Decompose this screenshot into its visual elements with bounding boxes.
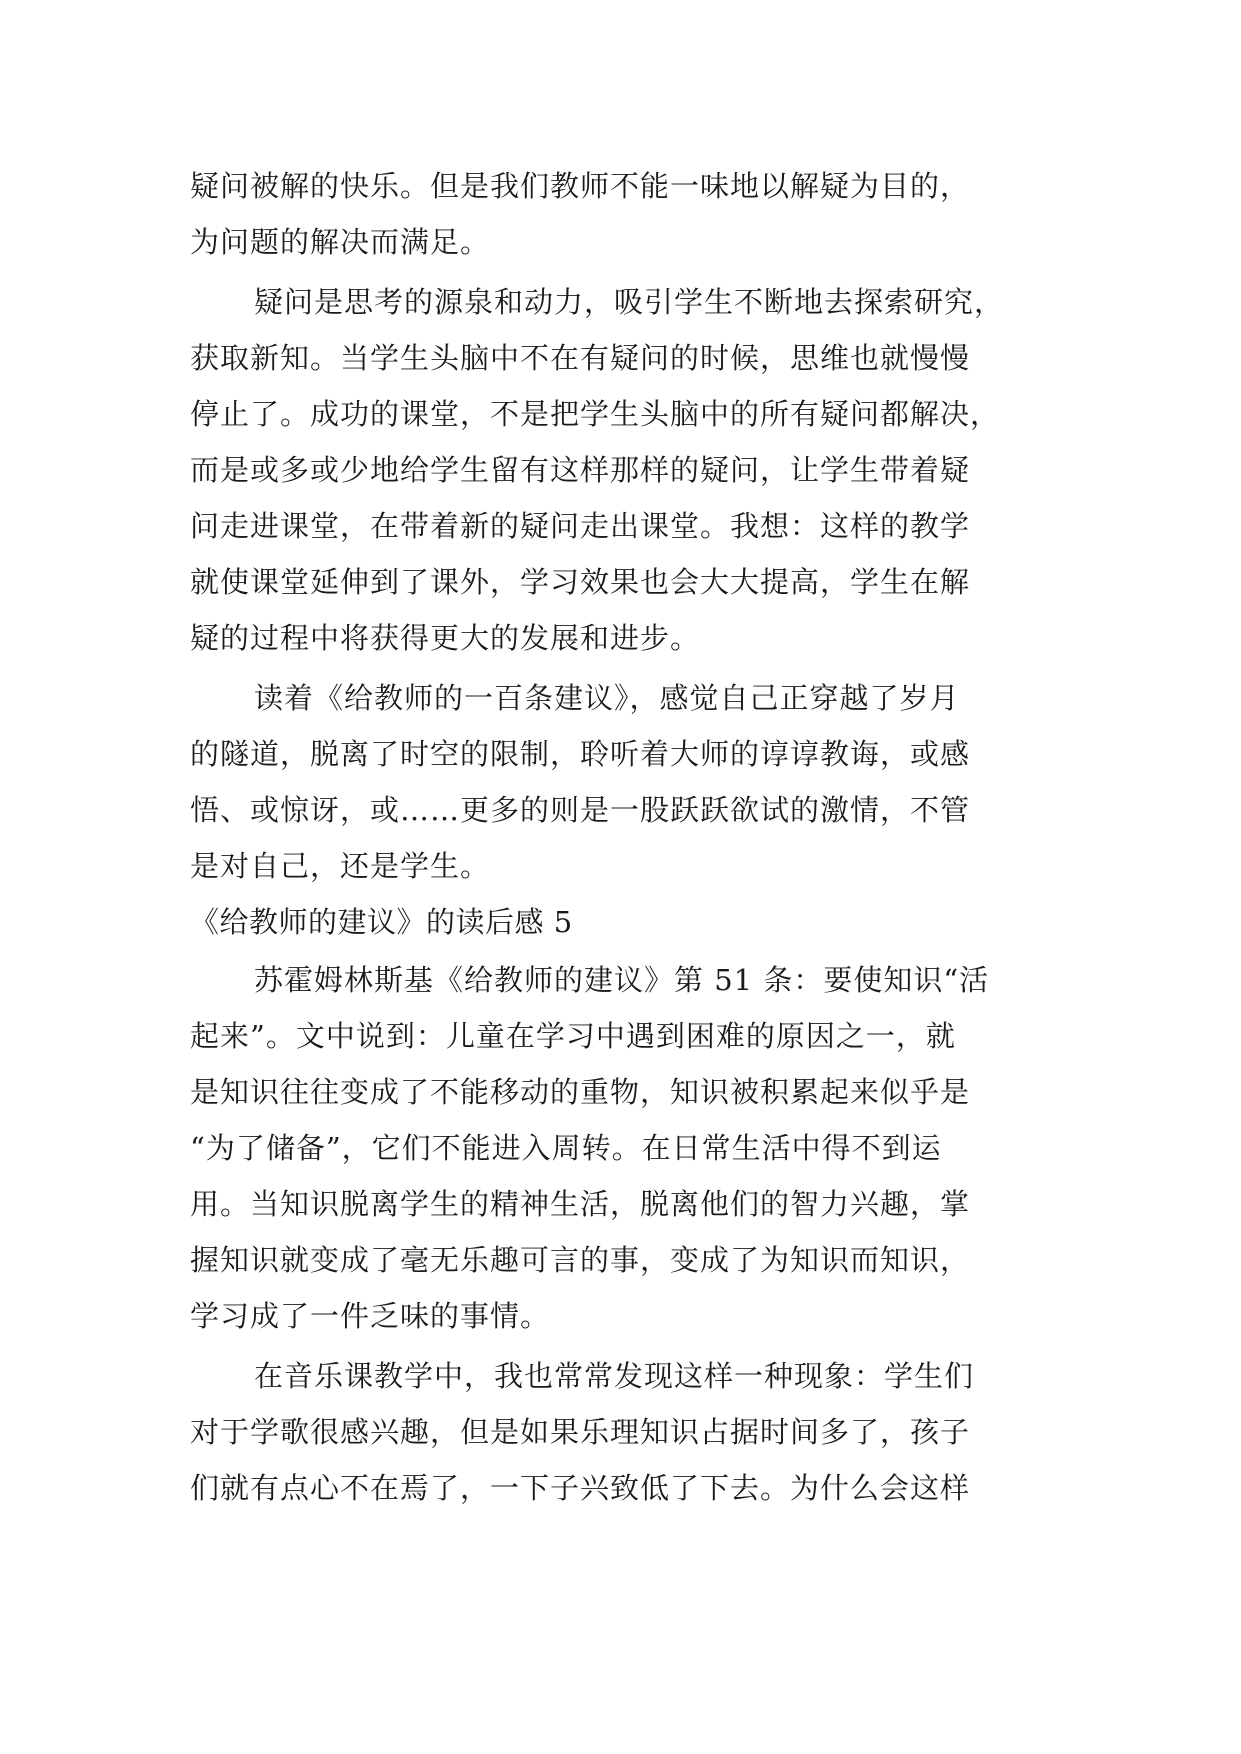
text-line: 握知识就变成了毫无乐趣可言的事，变成了为知识而知识， [190,1243,971,1277]
text-line: 们就有点心不在焉了，一下子兴致低了下去。为什么会这样 [190,1471,971,1505]
paragraph-first-line: 在音乐课教学中，我也常常发现这样一种现象：学生们 [254,1359,975,1393]
text-line: 用。当知识脱离学生的精神生活，脱离他们的智力兴趣，掌 [190,1187,971,1221]
text-line: 疑的过程中将获得更大的发展和进步。 [190,621,701,655]
text-line: 就使课堂延伸到了课外，学习效果也会大大提高，学生在解 [190,565,971,599]
text-line: 悟、或惊讶，或……更多的则是一股跃跃欲试的激情，不管 [190,793,971,827]
text-line: 为问题的解决而满足。 [190,225,491,259]
text-line: 获取新知。当学生头脑中不在有疑问的时候，思维也就慢慢 [190,341,971,375]
text-line: 学习成了一件乏味的事情。 [190,1299,551,1333]
text-line: 疑问被解的快乐。但是我们教师不能一味地以解疑为目的， [190,169,971,203]
paragraph-first-line: 苏霍姆林斯基《给教师的建议》第 51 条：要使知识“活 [254,963,990,997]
section-heading: 《给教师的建议》的读后感 5 [190,905,573,939]
text-line: 问走进课堂，在带着新的疑问走出课堂。我想：这样的教学 [190,509,971,543]
text-line: 停止了。成功的课堂，不是把学生头脑中的所有疑问都解决， [190,397,1001,431]
paragraph-first-line: 疑问是思考的源泉和动力，吸引学生不断地去探索研究， [254,285,1005,319]
text-line: 的隧道，脱离了时空的限制，聆听着大师的谆谆教诲，或感 [190,737,971,771]
paragraph-first-line: 读着《给教师的一百条建议》，感觉自己正穿越了岁月 [254,681,960,715]
text-line: 对于学歌很感兴趣，但是如果乐理知识占据时间多了，孩子 [190,1415,971,1449]
text-line: 起来”。文中说到：儿童在学习中遇到困难的原因之一，就 [190,1019,956,1053]
text-line: 而是或多或少地给学生留有这样那样的疑问，让学生带着疑 [190,453,971,487]
text-line: “为了储备”，它们不能进入周转。在日常生活中得不到运 [190,1131,942,1165]
text-line: 是对自己，还是学生。 [190,849,491,883]
text-line: 是知识往往变成了不能移动的重物，知识被积累起来似乎是 [190,1075,971,1109]
